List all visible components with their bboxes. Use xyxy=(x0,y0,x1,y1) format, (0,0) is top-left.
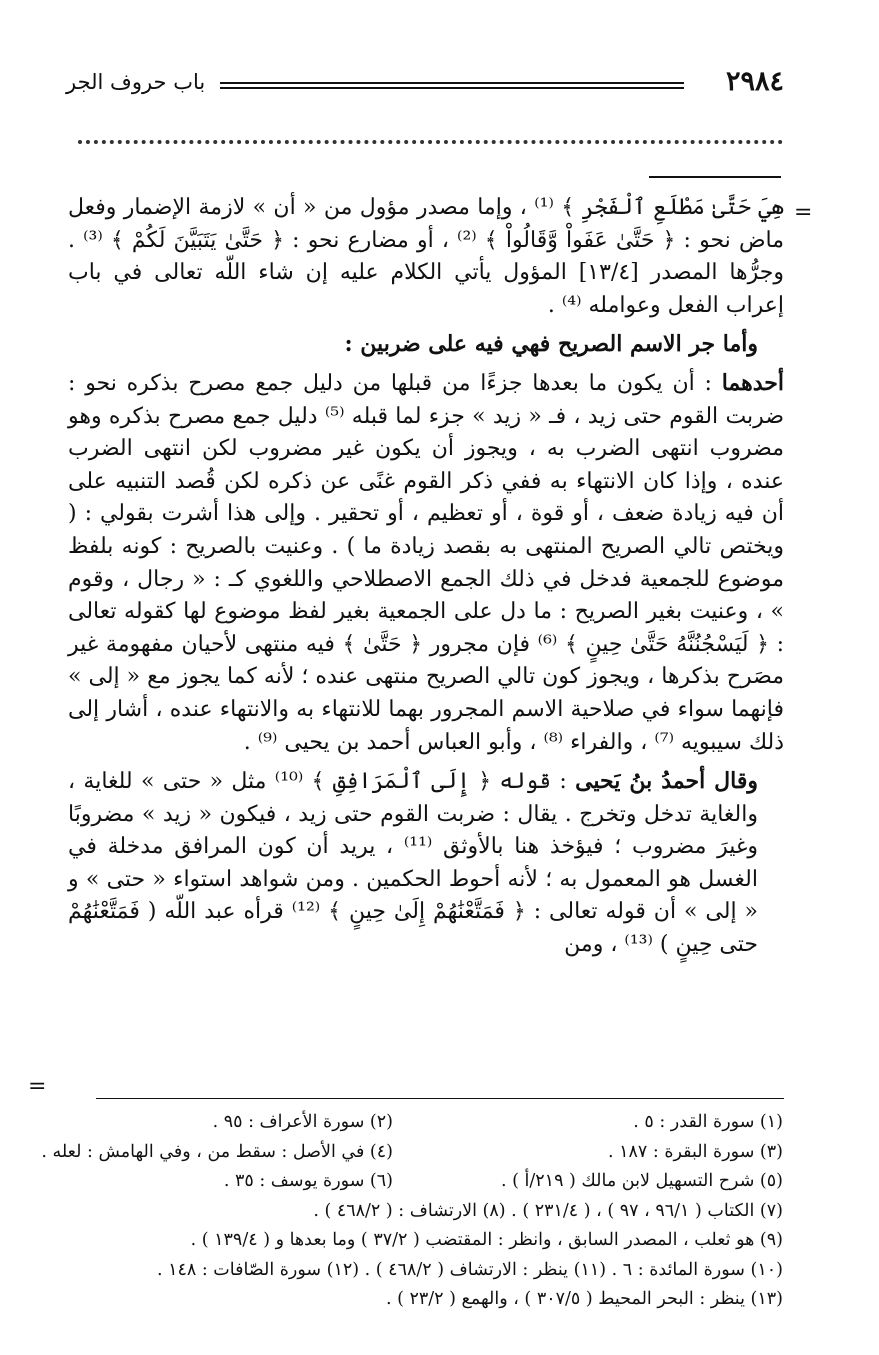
footnote-row xyxy=(95,1285,783,1315)
text-line: : أن يكون ما بعدها جزءًا من قبلها من دليل جمع مصرح بذكره نحو : ضربت xyxy=(68,370,784,429)
text-line: مضروب ؛ فيؤخذ هنا بالأوثق ⁽¹¹⁾ ، يريد أن كون المرافق مدخلة في الغسل هو xyxy=(68,834,758,892)
text-line: هِيَ حَتَّىٰ مَطْلَعِ ٱلْفَجْرِ ﴾ ⁽¹⁾ ، وإما مصدر مؤول من « أن » لازمة الإضمار وفعل ماض xyxy=(68,195,785,253)
footnote-row xyxy=(41,1138,783,1168)
text-line: : قوله ﴿ إِلَى ٱلْمَرَافِقِ ﴾ ⁽¹⁰⁾ مثل « حتى » للغاية ، والغاية xyxy=(68,769,758,827)
section-heading: وأما جر الاسم الصريح فهي فيه على ضربين : xyxy=(344,331,758,358)
dotted-separator xyxy=(78,140,783,144)
text-line: لأنه كما يجوز مع « إلى » فإنهما سواء في صلاحية الاسم المجرور بهما للانتهاء به xyxy=(68,664,785,722)
page-number: ٢٩٨٤ xyxy=(725,66,784,97)
footnote: (٧) الكتاب ( ٩٦/١ ، ٩٧ ) ، ( ٢٣١/٤ ) . (٨) الارتشاف : ( ٤٦٨/٢ ) . xyxy=(313,1200,783,1221)
footnote: (٩) هو ثعلب ، المصدر السابق ، وانظر : المقتضب ( ٣٧/٢ ) وما بعدها و ( ١٣٩/٤ ) . xyxy=(190,1230,783,1250)
text-line: والانتهاء عنده ، أشار إلى ذلك سيبويه ⁽⁷⁾ ، والفراء ⁽⁸⁾ ، وأبو العباس أحمد بن يحيى ⁽⁹⁾ . xyxy=(68,696,784,755)
footnote: (١٠) سورة المائدة : ٦ . (١١) ينظر : الارتشاف ( ٤٦٨/٢ ) . (١٢) سورة الصّافات : ١٤٨ . xyxy=(156,1259,783,1280)
text-line: تعالى : ﴿ فَمَتَّعْنَٰهُمْ إِلَىٰ حِينٍ ﴾ ⁽¹²⁾ قرأه عبد اللّه ( فَمَتَّعْنَٰهُمْ حتى حِينٍ ) ⁽¹³⁾ ، ومن xyxy=(68,899,758,958)
footnote: (١) سورة القدر : ٥ . xyxy=(633,1112,783,1132)
paragraph-2 xyxy=(68,367,784,759)
paragraph-1 xyxy=(68,192,784,322)
footnote-row xyxy=(95,1197,783,1227)
paragraph-lead: وقال أحمدُ بنُ يَحيى xyxy=(575,768,758,795)
text-line: القوم حتى زيد ، فـ « زيد » جزء لما قبله ⁽⁵⁾ دليل جمع مصرح بذكره وهو مضروب انتهى xyxy=(68,403,784,462)
footnote: (٦) سورة يوسف : ٣٥ . xyxy=(223,1171,393,1191)
text-line: [١٣/٤] المؤول يأتي الكلام عليه إن شاء اللّه تعالى في باب إعراب الفعل وعوامله ⁽⁴⁾ . xyxy=(68,260,784,318)
paragraph-lead: أحدهما xyxy=(721,369,784,396)
footnote: (٣) سورة البقرة : ١٨٧ . xyxy=(607,1141,783,1162)
footnote-row xyxy=(95,1108,783,1138)
text-line: الاصطلاحي واللغوي كـ : « رجال ، وقوم » ، وعنيت بغير الصريح : ما دل على الجمعية xyxy=(68,566,784,625)
text-line: نحو : ﴿ حَتَّىٰ عَفَواْ وَّقَالُواْ ﴾ ⁽²⁾ ، أو مضارع نحو : ﴿ حَتَّىٰ يَتَبَيَّنَ لَكُمْ ﴾ ⁽³⁾ . وجرُّها المصدر xyxy=(68,227,784,286)
text-line: فيه منتهى لأحيان مفهومة غير مصَرح بذكرها ، ويجوز كون تالي الصريح منتهى عنده ؛ xyxy=(68,631,785,690)
footnote: (٢) سورة الأعراف : ٩٥ . xyxy=(212,1112,393,1132)
text-line: به ففي ذكر القوم غنًى عن ذكره لكن قُصد التنبيه على أن فيه زيادة ضعف ، أو قوة ، xyxy=(68,468,785,527)
text-line: زيادة ما ) . وعنيت بالصريح : كونه بلفظ موضوع للجمعية فدخل في ذلك الجمع xyxy=(68,533,784,592)
footnote-rule xyxy=(96,1098,784,1099)
page-header xyxy=(60,62,784,106)
continuation-mark-bottom: = xyxy=(28,1074,47,1099)
text-line: الضرب به ، ويجوز أن يكون غير مضروب لكن انتهى الضرب عنده ، وإذا كان الانتهاء xyxy=(68,436,784,494)
header-double-rule xyxy=(220,82,684,89)
text-line: أو تعظيم ، أو تحقير . وإلى هذا أشرت بقولي : ( ويختص تالي الصريح المنتهى به بقصد xyxy=(68,501,785,559)
text-line: تدخل وتخرج . يقال : ضربت القوم حتى زيد ، فيكون « زيد » مضروبًا وغيرَ xyxy=(68,801,758,860)
footnote-row xyxy=(95,1167,783,1197)
text-line: المعمول به ؛ لأنه أحوط الحكمين . ومن شواهد استواء « حتى » و « إلى » أن قوله xyxy=(68,866,758,925)
text-line: بغير لفظ موضوع لها كقوله تعالى : ﴿ لَيَسْجُنُنَّهُ حَتَّىٰ حِينٍ ﴾ ⁽⁶⁾ فإن مجرور ﴿ حَتَّىٰ ﴾ xyxy=(68,599,785,657)
footnote: (١٣) ينظر : البحر المحيط ( ٣٠٧/٥ ) ، والهمع ( ٢٣/٢ ) . xyxy=(385,1289,783,1309)
footnotes xyxy=(41,1108,783,1315)
chapter-title: باب حروف الجر xyxy=(66,70,206,94)
main-text xyxy=(68,192,784,962)
footnote: (٤) في الأصل : سقط من ، وفي الهامش : لعله . xyxy=(41,1141,393,1162)
paragraph-3 xyxy=(68,765,784,962)
continuation-mark-top: = xyxy=(794,200,813,225)
footnote: (٥) شرح التسهيل لابن مالك ( ٢١٩/أ ) . xyxy=(500,1171,783,1191)
footnote-row xyxy=(95,1226,783,1256)
footnote-row xyxy=(95,1256,783,1286)
short-rule xyxy=(649,176,781,178)
